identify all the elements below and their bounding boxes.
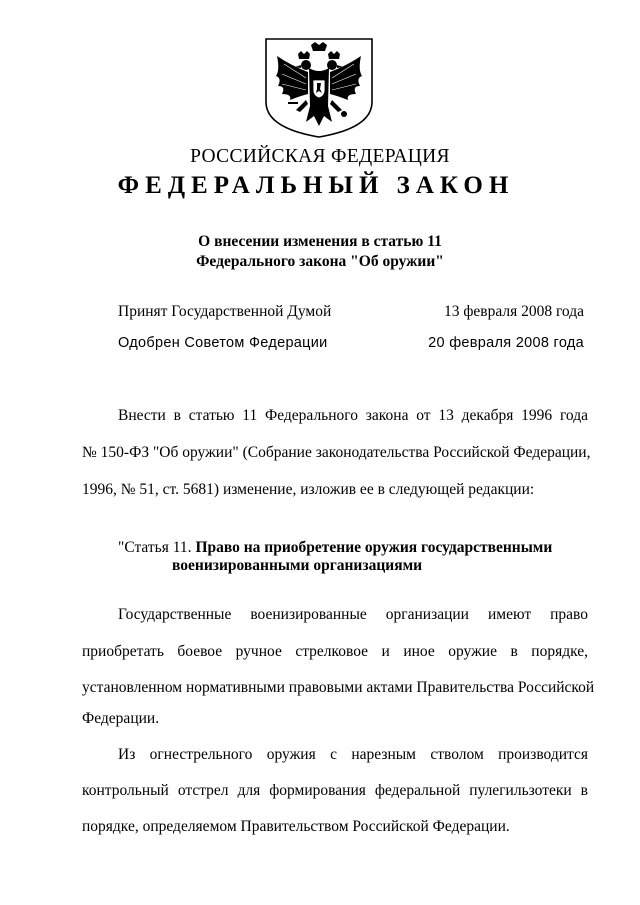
article-heading-line-1: [118, 539, 552, 557]
paragraph2-line-2: контрольный отстрел для формирования федеральной пулегильзотеки в: [82, 782, 588, 799]
adoption-council-row: [118, 335, 584, 351]
paragraph2-line-1: Из огнестрельного оружия с нарезным стволом производится: [118, 746, 588, 763]
article-heading-line-2: военизированными организациями: [172, 557, 423, 574]
country-name: РОССИЙСКАЯ ФЕДЕРАЦИЯ: [190, 146, 450, 167]
paragraph1-line-1: Государственные военизированные организации имеют право: [118, 606, 588, 623]
paragraph1-line-2: приобретать боевое ручное стрелковое и иное оружие в порядке,: [82, 643, 588, 660]
law-title-line-2: Федерального закона "Об оружии": [196, 253, 444, 270]
intro-line-3: 1996, № 51, ст. 5681) изменение, изложив ее в следующей редакции:: [82, 481, 535, 498]
article-heading-text: Право на приобретение оружия государственными: [195, 539, 553, 556]
paragraph1-line-4: Федерации.: [82, 710, 160, 727]
law-title-line-1: О внесении изменения в статью 11: [198, 233, 442, 250]
coat-of-arms-emblem: [262, 36, 376, 140]
council-label: Одобрен Советом Федерации: [118, 335, 328, 351]
document-type: ФЕДЕРАЛЬНЫЙ ЗАКОН: [117, 172, 515, 199]
paragraph2-line-3: порядке, определяемом Правительством Российской Федерации.: [82, 818, 510, 835]
council-date: 20 февраля 2008 года: [428, 335, 584, 351]
paragraph1-line-3: установленном нормативными правовыми актами Правительства Российской: [82, 679, 595, 696]
article-prefix: "Статья 11.: [118, 539, 196, 556]
duma-date: 13 февраля 2008 года: [443, 303, 584, 320]
intro-line-1: Внести в статью 11 Федерального закона от 13 декабря 1996 года: [118, 407, 588, 424]
duma-label: Принят Государственной Думой: [118, 303, 332, 320]
adoption-duma-row: [118, 303, 584, 321]
intro-line-2: № 150-ФЗ "Об оружии" (Собрание законодательства Российской Федерации,: [82, 444, 591, 461]
